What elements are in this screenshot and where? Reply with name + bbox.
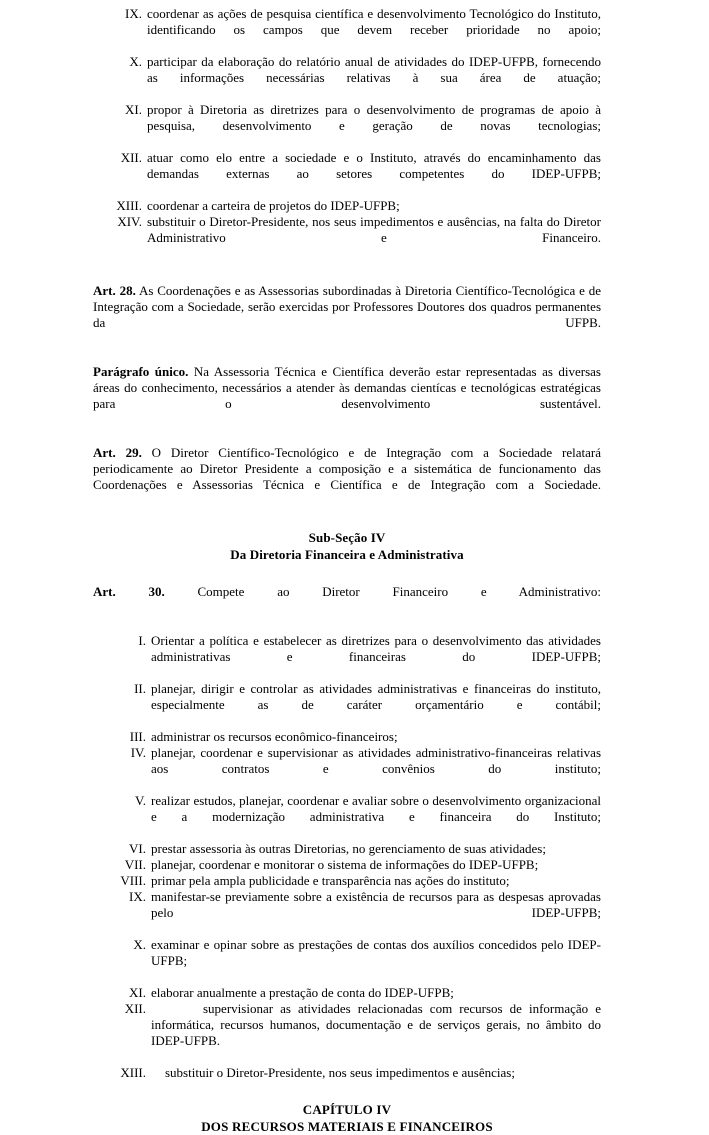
list-item-numeral: I. bbox=[113, 633, 151, 649]
article-label-art-30: Art. 30. bbox=[93, 584, 165, 599]
list-item-numeral: V. bbox=[113, 793, 151, 809]
list-item bbox=[106, 54, 601, 102]
list-item bbox=[113, 793, 601, 841]
spacer bbox=[93, 428, 601, 445]
list-item-text: planejar, dirigir e controlar as atividades administrativas e financeiras do instituto, especialmente as de caráter orçamentário e contábil; bbox=[151, 681, 601, 729]
list-item-text: Orientar a política e estabelecer as diretrizes para o desenvolvimento das atividades administrativas e financeiras do IDEP-UFPB; bbox=[151, 633, 601, 681]
list-item-numeral: X. bbox=[113, 937, 151, 953]
list-item-text: substituir o Diretor-Presidente, nos seus impedimentos e ausências, na falta do Diretor Administrativo e Financeiro. bbox=[147, 214, 601, 262]
list-item-numeral: VI. bbox=[113, 841, 151, 857]
spacer bbox=[93, 262, 601, 283]
list-item-numeral: XII. bbox=[113, 1001, 151, 1017]
spacer bbox=[93, 1081, 601, 1102]
list-item-text: coordenar as ações de pesquisa científica e desenvolvimento Tecnológico do Instituto, identificando os campos que devem receber prioridade no apoio; bbox=[147, 6, 601, 54]
list-item-numeral: XI. bbox=[113, 985, 151, 1001]
list-item bbox=[106, 150, 601, 198]
spacer bbox=[93, 563, 601, 584]
list-item-numeral: XII. bbox=[106, 150, 147, 166]
list-item bbox=[106, 102, 601, 150]
list-item bbox=[113, 841, 601, 857]
article-label-art-29: Art. 29. bbox=[93, 445, 142, 460]
spacer bbox=[93, 616, 601, 633]
paragraph-art-30 bbox=[93, 584, 601, 616]
list-item-text: administrar os recursos econômico-financeiros; bbox=[151, 729, 601, 745]
list-item-text: primar pela ampla publicidade e transparência nas ações do instituto; bbox=[151, 873, 601, 889]
list-item bbox=[113, 873, 601, 889]
list-item-text: propor à Diretoria as diretrizes para o desenvolvimento de programas de apoio à pesquisa, desenvolvimento e geração de novas tecnologias; bbox=[147, 102, 601, 150]
list-item bbox=[106, 6, 601, 54]
list-item-numeral: VII. bbox=[113, 857, 151, 873]
list-item-text: prestar assessoria às outras Diretorias, no gerenciamento de suas atividades; bbox=[151, 841, 601, 857]
list-item bbox=[113, 937, 601, 985]
list-item-numeral: XIII. bbox=[106, 198, 147, 214]
list-item bbox=[113, 1065, 601, 1081]
list-item bbox=[106, 198, 601, 214]
paragraph-art-28 bbox=[93, 283, 601, 347]
list-item bbox=[113, 889, 601, 937]
list-item-text: atuar como elo entre a sociedade e o Instituto, através do encaminhamento das demandas externas ao setores competentes do IDEP-UFPB; bbox=[147, 150, 601, 198]
paragrafo-unico-label: Parágrafo único. bbox=[93, 364, 188, 379]
list-item bbox=[113, 681, 601, 729]
list-item-text: substituir o Diretor-Presidente, nos seus impedimentos e ausências; bbox=[151, 1065, 601, 1081]
spacer bbox=[93, 347, 601, 364]
list-item bbox=[113, 985, 601, 1001]
list-item-text: manifestar-se previamente sobre a existência de recursos para as despesas aprovadas pelo IDEP-UFPB; bbox=[151, 889, 601, 937]
chapter-heading-line-2: DOS RECURSOS MATERIAIS E FINANCEIROS bbox=[93, 1119, 601, 1135]
subsection-heading-line-1: Sub-Seção IV bbox=[93, 530, 601, 547]
article-body-art-28: As Coordenações e as Assessorias subordinadas à Diretoria Científico-Tecnológica e de Integração com a Sociedade, serão exercidas por Professores Doutores dos quadros permanentes da UFPB. bbox=[93, 283, 601, 330]
list-item-numeral: III. bbox=[113, 729, 151, 745]
list-item-numeral: II. bbox=[113, 681, 151, 697]
article-label-art-28: Art. 28. bbox=[93, 283, 136, 298]
list-item-text: supervisionar as atividades relacionadas com recursos de informação e informática, recursos humanos, documentação e de serviços gerais, no âmbito do IDEP-UFPB. bbox=[151, 1001, 601, 1065]
chapter-heading-line-1: CAPÍTULO IV bbox=[93, 1102, 601, 1119]
paragraph-art-29 bbox=[93, 445, 601, 509]
list-item bbox=[113, 729, 601, 745]
list-item bbox=[113, 857, 601, 873]
list-item-numeral: IV. bbox=[113, 745, 151, 761]
spacer bbox=[93, 509, 601, 530]
roman-list-art27-continued bbox=[106, 6, 601, 262]
list-item bbox=[113, 633, 601, 681]
list-item bbox=[113, 1001, 601, 1065]
list-item-numeral: XIV. bbox=[106, 214, 147, 230]
list-item-text: realizar estudos, planejar, coordenar e avaliar sobre o desenvolvimento organizacional e a modernização administrativa e financeira do Instituto; bbox=[151, 793, 601, 841]
list-item-text: coordenar a carteira de projetos do IDEP-UFPB; bbox=[147, 198, 601, 214]
subsection-heading-line-2: Da Diretoria Financeira e Administrativa bbox=[93, 547, 601, 564]
list-item-text: participar da elaboração do relatório anual de atividades do IDEP-UFPB, fornecendo as informações necessárias relativas à sua área de atuação; bbox=[147, 54, 601, 102]
article-body-art-29: O Diretor Científico-Tecnológico e de Integração com a Sociedade relatará periodicamente ao Diretor Presidente a composição e a sistemática de funcionamento das Coordenações e Assessorias Técnica e Científica e de Integração com a Sociedade. bbox=[93, 445, 601, 492]
list-item-numeral: X. bbox=[106, 54, 147, 70]
list-item-numeral: VIII. bbox=[113, 873, 151, 889]
list-item-text: planejar, coordenar e supervisionar as atividades administrativo-financeiras relativas aos contratos e convênios do instituto; bbox=[151, 745, 601, 793]
list-item-numeral: IX. bbox=[113, 889, 151, 905]
paragraph-paragrafo-unico bbox=[93, 364, 601, 428]
list-item-numeral: IX. bbox=[106, 6, 147, 22]
list-item bbox=[106, 214, 601, 262]
list-item-text: examinar e opinar sobre as prestações de contas dos auxílios concedidos pelo IDEP-UFPB; bbox=[151, 937, 601, 985]
list-item bbox=[113, 745, 601, 793]
list-item-text: elaborar anualmente a prestação de conta do IDEP-UFPB; bbox=[151, 985, 601, 1001]
list-item-text: planejar, coordenar e monitorar o sistema de informações do IDEP-UFPB; bbox=[151, 857, 601, 873]
list-item-numeral: XIII. bbox=[113, 1065, 151, 1081]
paragrafo-unico-body: Na Assessoria Técnica e Científica deverão estar representadas as diversas áreas do conhecimento, necessários a atender às demandas cientícas e tecnológicas estratégicas para o desenvolvimento sustentável. bbox=[93, 364, 601, 411]
list-item-numeral: XI. bbox=[106, 102, 147, 118]
roman-list-art30 bbox=[113, 633, 601, 1081]
article-body-art-30: Compete ao Diretor Financeiro e Administrativo: bbox=[165, 584, 601, 599]
